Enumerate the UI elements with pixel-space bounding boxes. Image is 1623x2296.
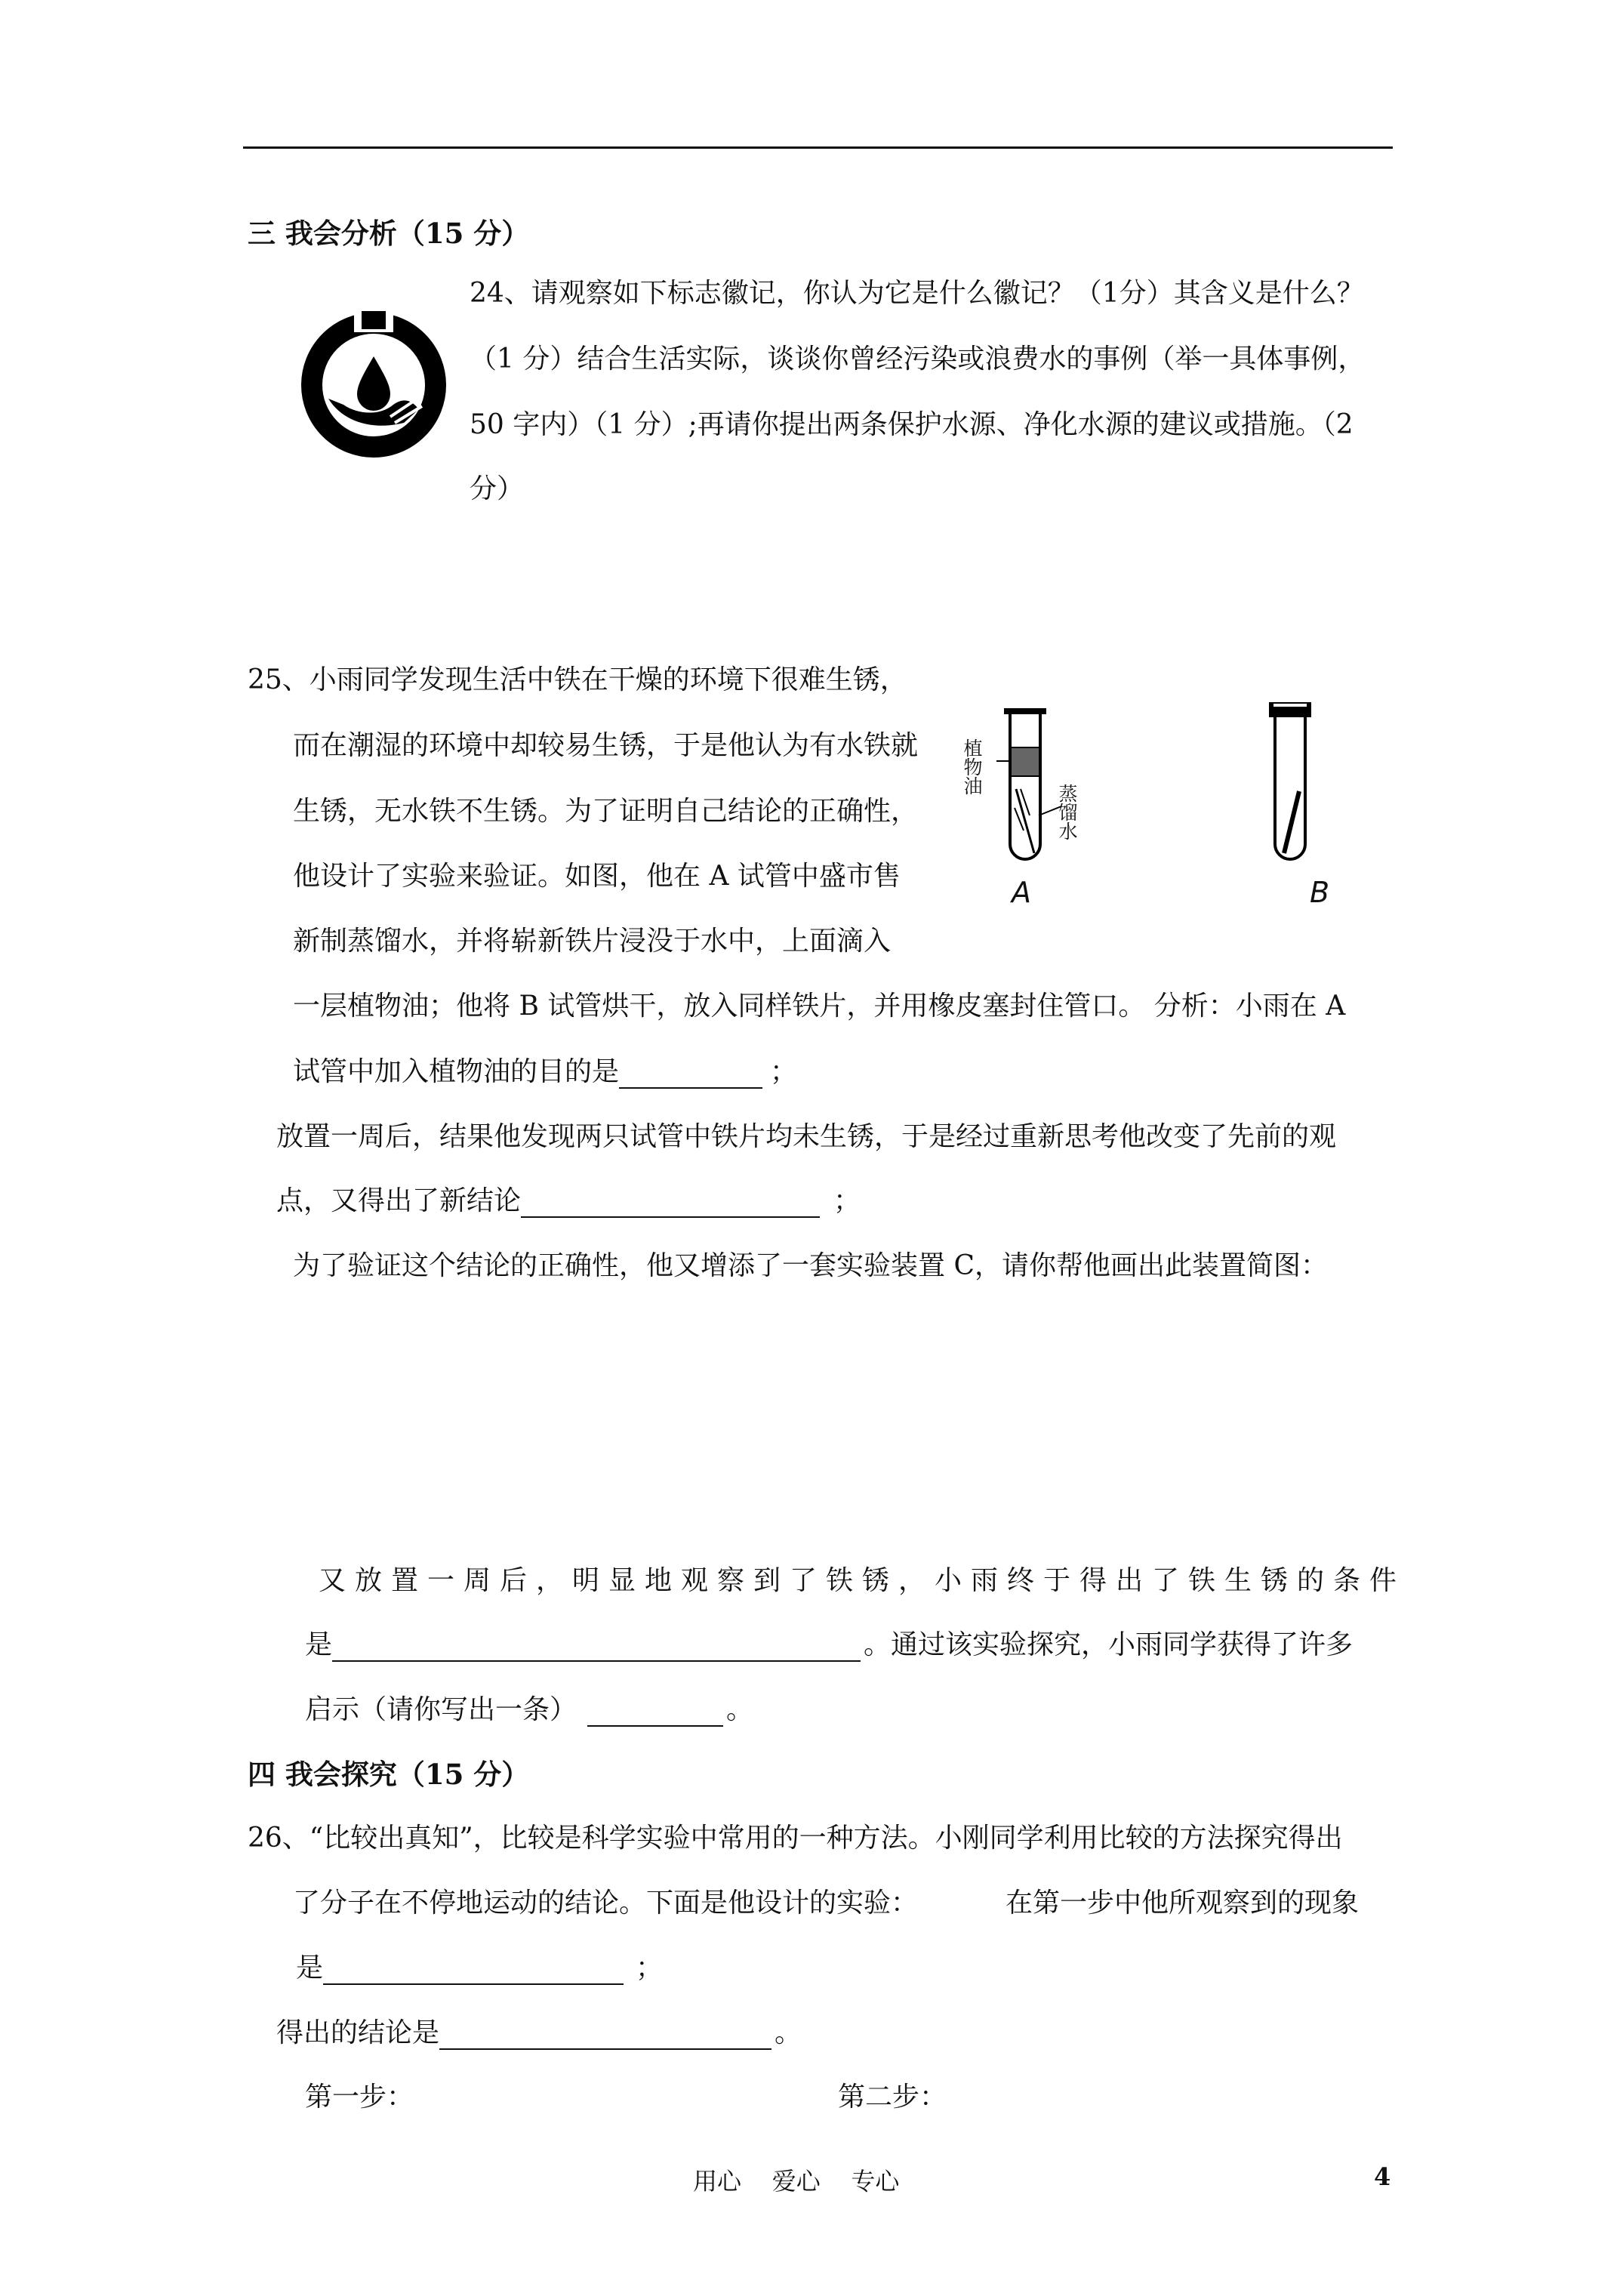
q25-line-13-text: 启示（请你写出一条）	[305, 1694, 577, 1725]
q25-line-10: 为了验证这个结论的正确性，他又增添了一套实验装置 C，请你帮他画出此装置简图：	[293, 1250, 1328, 1281]
q26-line-4-end: 。	[775, 2017, 802, 2048]
test-tube-b-icon	[1264, 695, 1325, 876]
q25-line-13	[305, 1693, 753, 1727]
q26-line-4	[276, 2017, 802, 2050]
section-heading-3: 三 我会分析（15 分）	[248, 217, 530, 250]
footer-motto: 用心 爱心 专心	[693, 2167, 900, 2196]
oil-label: 植物油	[961, 738, 983, 795]
q26-line-3-start: 是	[296, 1952, 324, 1983]
q24-line-4: 分）	[470, 473, 525, 504]
q25-line-5: 新制蒸馏水，并将崭新铁片浸没于水中，上面滴入	[293, 926, 892, 957]
q25-line-9-end: ；	[833, 1185, 861, 1216]
q26-step-2: 第二步：	[838, 2082, 947, 2113]
q24-line-3: 50 字内）（1 分）;再请你提出两条保护水源、净化水源的建议或措施。（2	[470, 409, 1354, 440]
q24-line-1: 24、请观察如下标志徽记，你认为它是什么徽记？（1分）其含义是什么？	[470, 278, 1364, 309]
q25-line-2: 而在潮湿的环境中却较易生锈，于是他认为有水铁就	[293, 730, 919, 761]
q26-line-3-end: ；	[636, 1952, 664, 1983]
answer-blank-conclusion[interactable]	[439, 2021, 771, 2050]
answer-blank-rust-condition[interactable]	[332, 1633, 861, 1662]
q25-line-3: 生锈，无水铁不生锈。为了证明自己结论的正确性，	[293, 796, 919, 827]
q25-line-9-text: 点，又得出了新结论	[276, 1185, 522, 1216]
q25-line-12	[305, 1629, 1353, 1662]
answer-blank-observed-phenomenon[interactable]	[323, 1956, 624, 1985]
q26-line-2	[293, 1887, 1359, 1920]
drawing-area-apparatus-c[interactable]	[293, 1306, 1380, 1533]
q24-line-2: （1 分）结合生活实际，谈谈你曾经污染或浪费水的事例（举一具体事例，	[470, 344, 1366, 374]
q25-line-9	[276, 1185, 861, 1218]
q26-line-2b: 在第一步中他所观察到的现象	[1006, 1888, 1360, 1918]
q25-line-7	[293, 1056, 797, 1089]
q25-line-12-start: 是	[305, 1629, 333, 1660]
water-saving-emblem-icon	[298, 310, 449, 461]
q25-line-1: 25、小雨同学发现生活中铁在干燥的环境下很难生锈，	[248, 664, 907, 695]
figure-label-b: B	[1310, 876, 1330, 909]
answer-blank-oil-purpose[interactable]	[619, 1060, 762, 1089]
answer-blank-new-conclusion[interactable]	[521, 1189, 820, 1218]
answer-blank-insight[interactable]	[587, 1698, 723, 1727]
q26-line-3	[296, 1952, 663, 1985]
q26-line-4-text: 得出的结论是	[276, 2017, 440, 2048]
q25-line-6: 一层植物油；他将 B 试管烘干，放入同样铁片，并用橡皮塞封住管口。 分析：小雨在 A	[293, 991, 1346, 1022]
test-tube-a-icon	[989, 695, 1079, 876]
section-heading-4: 四 我会探究（15 分）	[248, 1758, 530, 1791]
q25-line-7-end: ；	[770, 1056, 798, 1087]
header-rule	[243, 146, 1393, 149]
q25-line-4: 他设计了实验来验证。如图，他在 A 试管中盛市售	[293, 861, 901, 892]
test-tube-figure	[959, 695, 1351, 914]
q26-step-1: 第一步：	[305, 2082, 414, 2113]
q25-line-11: 又放置一周后，明显地观察到了铁锈，小雨终于得出了铁生锈的条件	[319, 1565, 1406, 1596]
water-label: 蒸馏水	[1056, 784, 1078, 840]
q26-line-1: 26、“比较出真知”，比较是科学实验中常用的一种方法。小刚同学利用比较的方法探究得出	[248, 1823, 1343, 1854]
q25-line-13-end: 。	[726, 1694, 754, 1725]
figure-label-a: A	[1012, 876, 1031, 909]
page-number: 4	[1374, 2162, 1391, 2191]
q25-line-8: 放置一周后，结果他发现两只试管中铁片均未生锈，于是经过重新思考他改变了先前的观	[276, 1121, 1337, 1152]
q25-line-12-end: 。通过该实验探究，小雨同学获得了许多	[864, 1629, 1354, 1660]
q26-line-2a: 了分子在不停地运动的结论。下面是他设计的实验：	[293, 1888, 919, 1918]
q25-line-7-text: 试管中加入植物油的目的是	[293, 1056, 620, 1087]
